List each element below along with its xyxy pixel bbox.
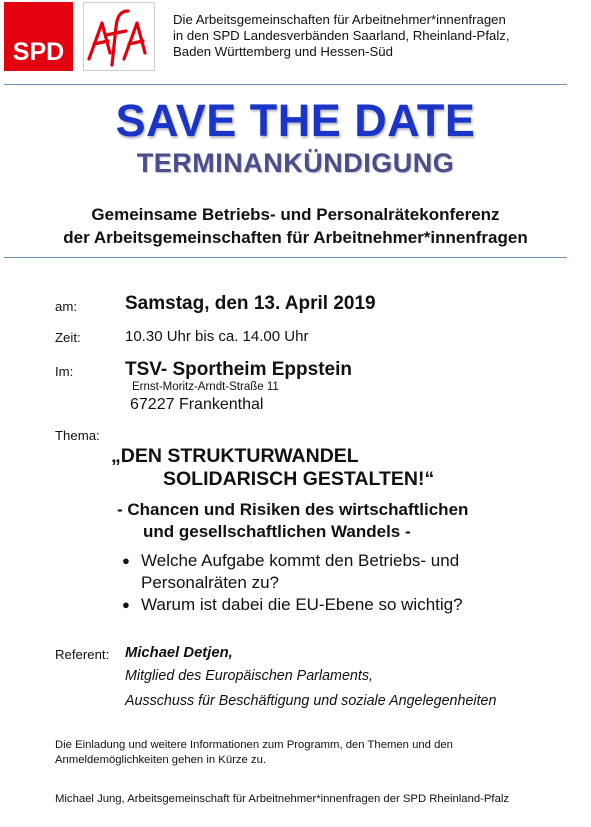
invitation-note [55, 738, 453, 768]
theme-label: Thema: [55, 428, 100, 443]
speaker-role2: Ausschuss für Beschäftigung und soziale Angelegenheiten [125, 693, 497, 709]
list-item-line: Warum ist dabei die EU-Ebene so wichtig? [141, 595, 463, 614]
date-value: Samstag, den 13. April 2019 [125, 293, 376, 314]
invitation-note-line: Anmeldemöglichkeiten gehen in Kürze zu. [55, 754, 267, 766]
subtitle-line1: - Chancen und Risiken des wirtschaftlichen [117, 500, 469, 519]
time-value: 10.30 Uhr bis ca. 14.00 Uhr [125, 328, 309, 345]
header-org-line: in den SPD Landesverbänden Saarland, Rheinland-Pfalz, [173, 28, 510, 43]
invitation-note-line: Die Einladung und weitere Informationen zum Programm, den Themen und den [55, 739, 453, 751]
list-item-text [141, 550, 459, 594]
afa-logo-graphic [84, 3, 154, 70]
list-item-line: Personalräten zu? [141, 573, 279, 592]
spd-logo [4, 2, 73, 71]
list-item [122, 594, 542, 616]
place-street: Ernst-Moritz-Arndt-Straße 11 [132, 381, 279, 393]
signature: Michael Jung, Arbeitsgemeinschaft für Arbeitnehmer*innenfragen der SPD Rheinland-Pfalz [55, 793, 510, 805]
speaker-role1: Mitglied des Europäischen Parlaments, [125, 668, 373, 684]
time-label: Zeit: [55, 330, 81, 345]
bullet-icon: ● [122, 597, 130, 612]
header-org-text [173, 12, 510, 60]
place-city: 67227 Frankenthal [130, 396, 264, 413]
header-divider [4, 84, 567, 85]
date-label: am: [55, 299, 77, 314]
conference-title-line1: Gemeinsame Betriebs- und Personalrätekonferenz [91, 205, 500, 224]
header-org-line: Die Arbeitsgemeinschaften für Arbeitnehmer*innenfragen [173, 12, 506, 27]
save-the-date-title: SAVE THE DATE [115, 95, 476, 146]
speaker-name: Michael Detjen, [125, 645, 233, 661]
motto-line2: SOLIDARISCH GESTALTEN!“ [163, 468, 435, 490]
conference-title-line2: der Arbeitsgemeinschaften für Arbeitnehmer*innenfragen [63, 228, 528, 247]
speaker-label: Referent: [55, 647, 110, 662]
afa-logo [83, 2, 155, 71]
motto-line1: „DEN STRUKTURWANDEL [111, 445, 359, 467]
terminankuendigung-subtitle: TERMINANKÜNDIGUNG [136, 148, 455, 178]
subtitle-line2: und gesellschaftlichen Wandels - [143, 522, 411, 541]
list-item [122, 550, 542, 594]
conference-divider [4, 257, 567, 258]
bullet-icon: ● [122, 553, 130, 568]
list-item-line: Welche Aufgabe kommt den Betriebs- und [141, 551, 460, 570]
place-label: Im: [55, 364, 74, 379]
spd-logo-text: SPD [12, 38, 65, 66]
place-name: TSV- Sportheim Eppstein [125, 359, 352, 380]
header-org-line: Baden Württemberg und Hessen-Süd [173, 44, 393, 59]
